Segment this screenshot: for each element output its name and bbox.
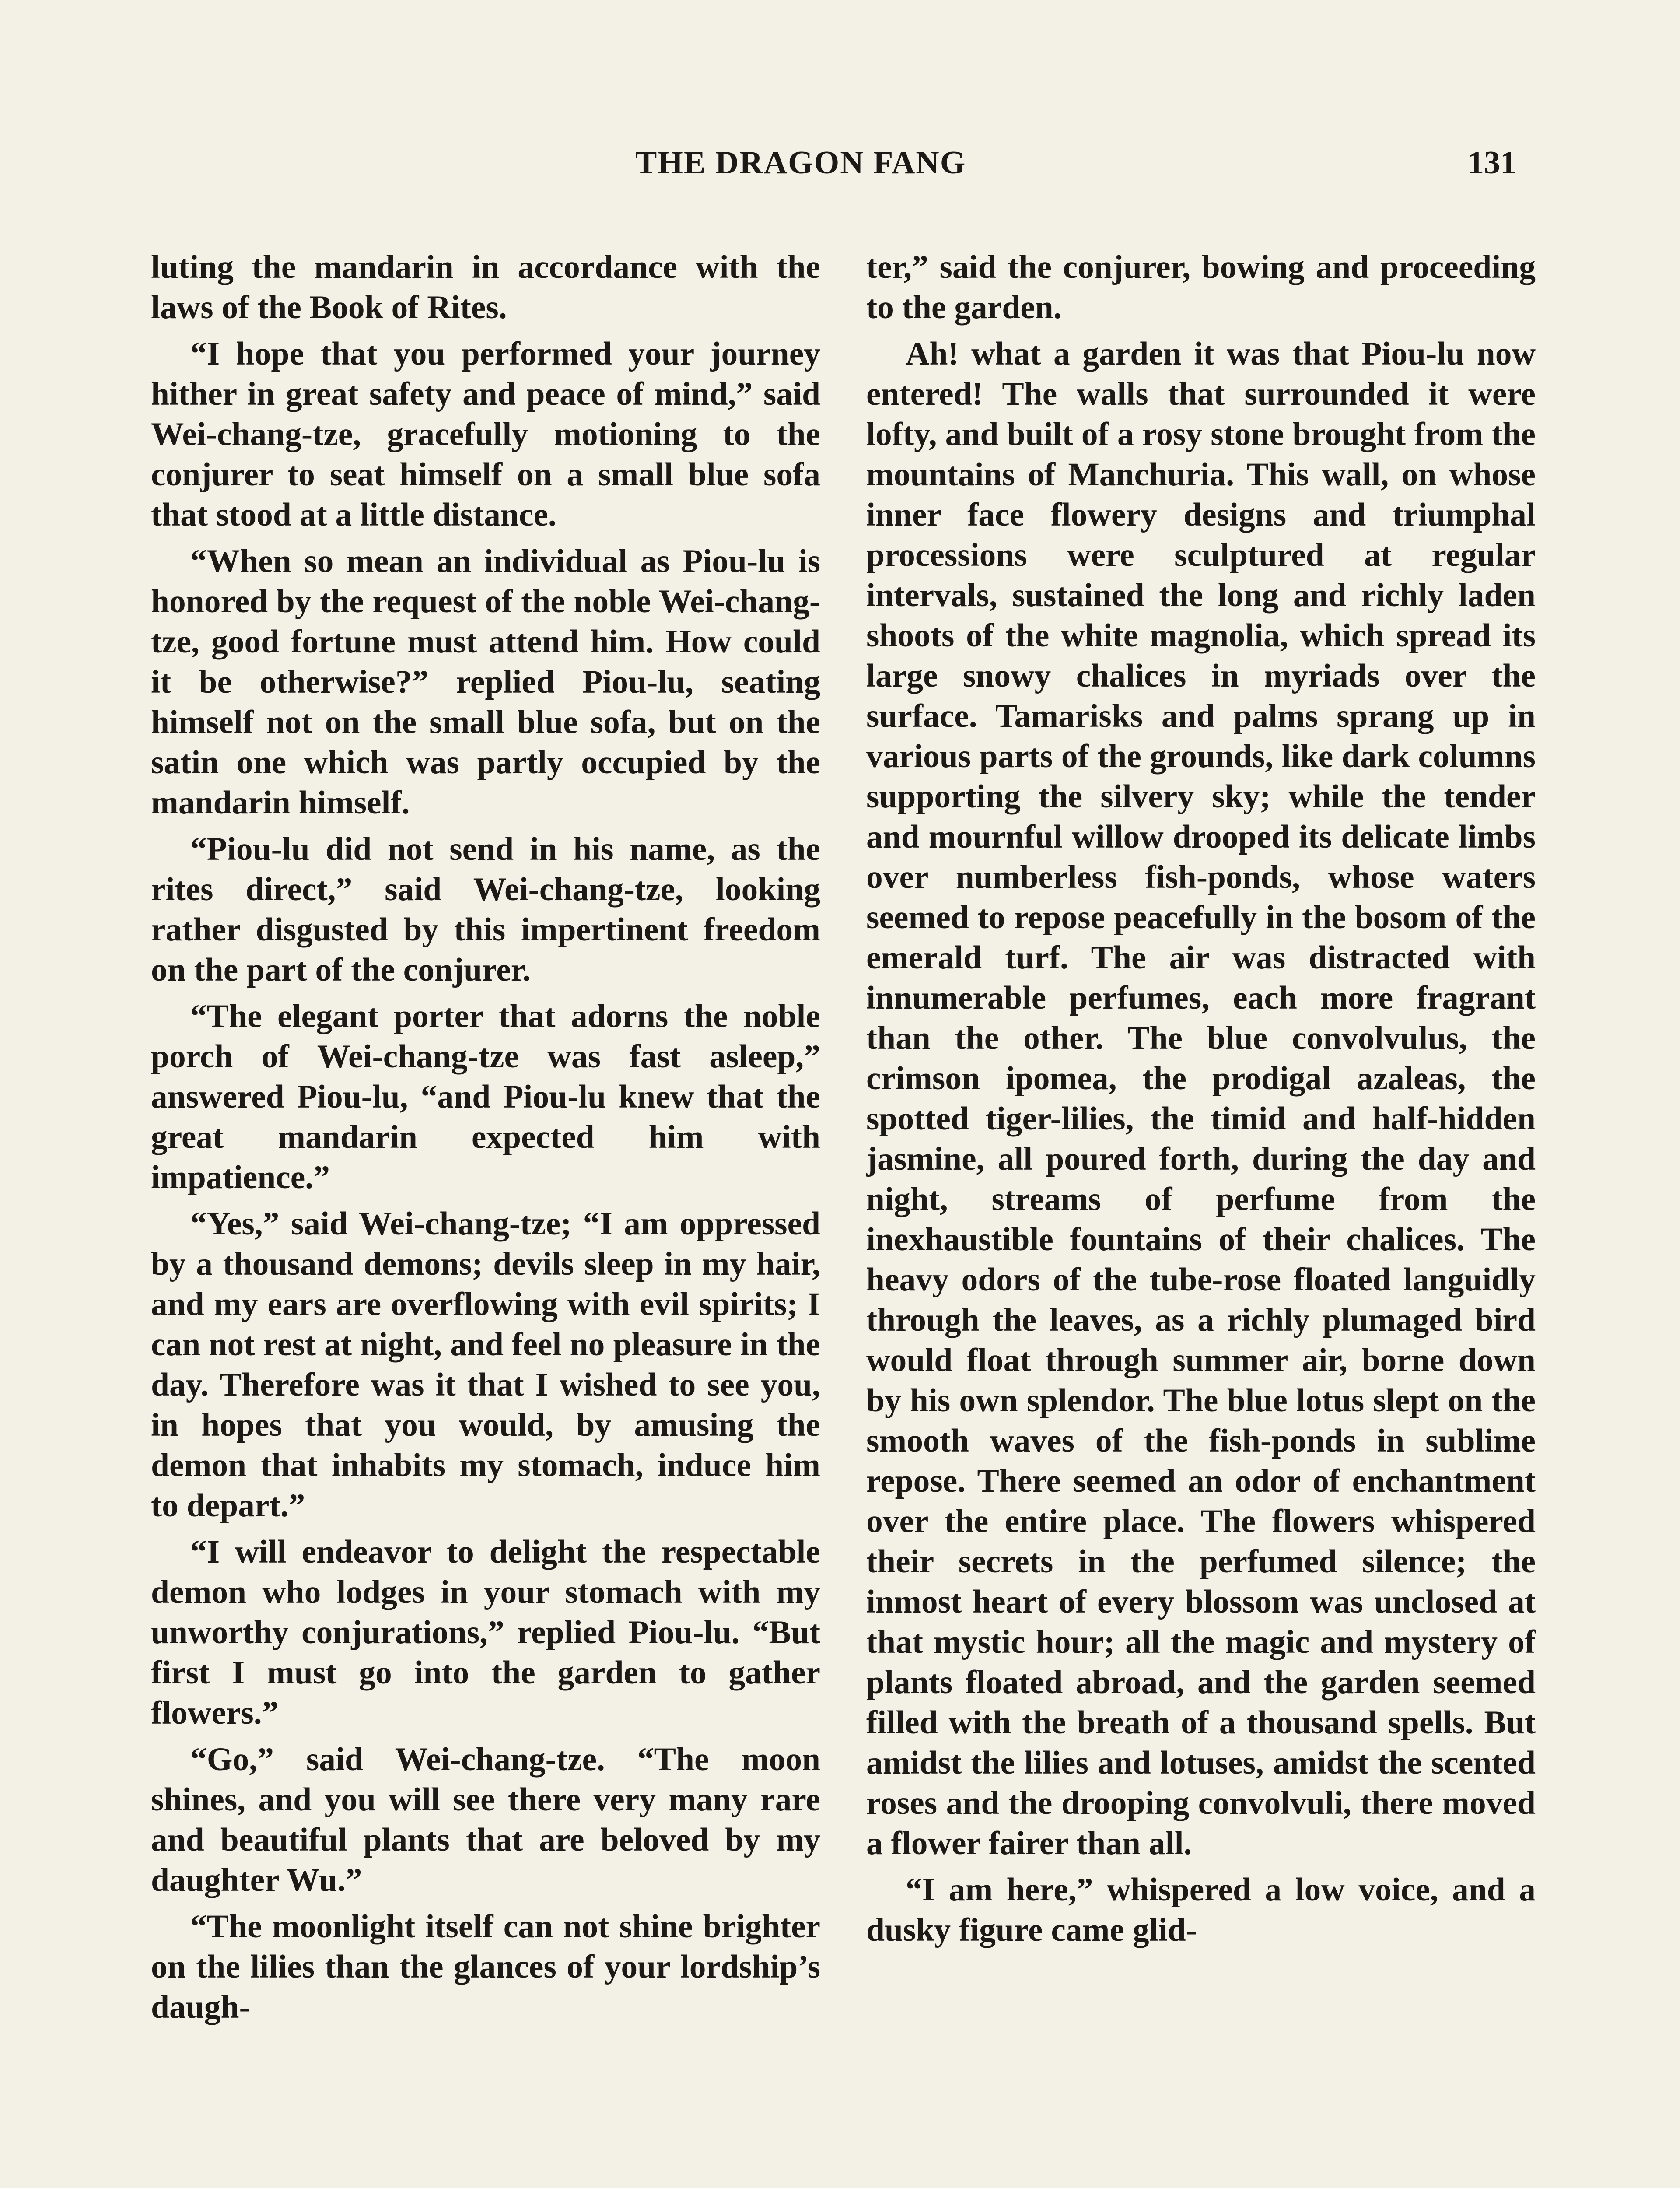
paragraph: “Piou-lu did not send in his name, as the rites direct,” said Wei-chang-tze, looking rather disgusted by this impertinent freedom on the part of the conjurer.: [151, 831, 820, 988]
paragraph: “I am here,” whispered a low voice, and a dusky figure came glid-: [866, 1872, 1536, 1948]
left-column: [151, 247, 820, 2034]
running-head: THE DRAGON FANG: [635, 145, 966, 181]
paragraph: “When so mean an individual as Piou-lu is honored by the request of the noble Wei-chang-tze, good fortune must attend him. How could it be otherwise?” replied Piou-lu, seating himself not on the small blue sofa, but on the satin one which was partly occupied by the mandarin himself.: [151, 543, 820, 821]
paragraph: “Go,” said Wei-chang-tze. “The moon shines, and you will see there very many rare and beautiful plants that are beloved by my daughter Wu.”: [151, 1741, 820, 1898]
paragraph: “Yes,” said Wei-chang-tze; “I am oppressed by a thousand demons; devils sleep in my hair, and my ears are overflowing with evil spirits; I can not rest at night, and feel no pleasure in the day. Therefore was it that I wished to see you, in hopes that you would, by amusing the demon that inhabits my stomach, induce him to depart.”: [151, 1206, 820, 1524]
paragraph: “I will endeavor to delight the respectable demon who lodges in your stomach with my unworthy conjurations,” replied Piou-lu. “But first I must go into the garden to gather flowers.”: [151, 1534, 820, 1731]
paragraph: “The elegant porter that adorns the noble porch of Wei-chang-tze was fast asleep,” answered Piou-lu, “and Piou-lu knew that the great mandarin expected him with impatience.”: [151, 998, 820, 1196]
paragraph: “I hope that you performed your journey hither in great safety and peace of mind,” said Wei-chang-tze, gracefully motioning to the conjurer to seat himself on a small blue sofa that stood at a little distance.: [151, 336, 820, 533]
paragraph: ter,” said the conjurer, bowing and proceeding to the garden.: [866, 249, 1536, 326]
right-column: [866, 247, 1536, 1957]
paragraph: luting the mandarin in accordance with the laws of the Book of Rites.: [151, 249, 820, 326]
paragraph: “The moonlight itself can not shine brighter on the lilies than the glances of your lordship’s daugh-: [151, 1908, 820, 2025]
page-number: 131: [1468, 145, 1516, 181]
paragraph: Ah! what a garden it was that Piou-lu now entered! The walls that surrounded it were lofty, and built of a rosy stone brought from the mountains of Manchuria. This wall, on whose inner face flowery designs and triumphal processions were sculptured at regular intervals, sustained the long and richly laden shoots of the white magnolia, which spread its large snowy chalices in myriads over the surface. Tamarisks and palms sprang up in various parts of the grounds, like dark columns supporting the silvery sky; while the tender and mournful willow drooped its delicate limbs over numberless fish-ponds, whose waters seemed to repose peacefully in the bosom of the emerald turf. The air was distracted with innumerable perfumes, each more fragrant than the other. The blue convolvulus, the crimson ipomea, the prodigal azaleas, the spotted tiger-lilies, the timid and half-hidden jasmine, all poured forth, during the day and night, streams of perfume from the inexhaustible fountains of their chalices. The heavy odors of the tube-rose floated languidly through the leaves, as a richly plumaged bird would float through summer air, borne down by his own splendor. The blue lotus slept on the smooth waves of the fish-ponds in sublime repose. There seemed an odor of enchantment over the entire place. The flowers whispered their secrets in the perfumed silence; the inmost heart of every blossom was unclosed at that mystic hour; all the magic and mystery of plants floated abroad, and the garden seemed filled with the breath of a thousand spells. But amidst the lilies and lotuses, amidst the scented roses and the drooping convolvuli, there moved a flower fairer than all.: [866, 336, 1536, 1862]
page-header: [0, 144, 1680, 193]
